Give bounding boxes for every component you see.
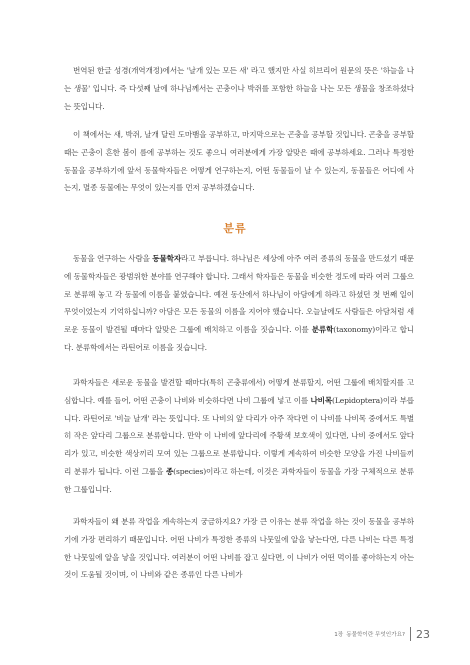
text-run: (taxonomy)이라고 합니다. 분류학에서는 라틴어로 이름을 짓습니다.: [64, 325, 414, 352]
term-zoologist: 동물학자: [152, 254, 182, 263]
section-heading: 분류: [223, 222, 247, 235]
text-run: 라고 부릅니다. 하나님은 세상에 아주 여러 종류의 동물을 만드셨기 때문에 동물학자들은 광범위한 분야를 연구해야 합니다. 그래서 학자들은 동물을 비슷한 정도에 따라 여러 그룹으로 분류해 놓고 각 동물에 이름을 붙였습니다. 예전 동산에서 하나님이 아담에게 하라고 하셨던 첫 번째 일이 무엇이었는지 기억하십니까? 아담은 모든 동물의 이름을 지어야 했습니다. 오늘날에도 사람들은 아담처럼 새로운 동물이 발견될 때마다 알맞은 그룹에 배치하고 이름을 짓습니다. 이를: [64, 254, 414, 335]
footer-divider: [410, 627, 411, 641]
text-run: (species)이라고 하는데, 이것은 과학자들이 동물을 가장 구체적으로 분류한 그룹입니다.: [64, 466, 414, 494]
text-run: (Lepidoptera)이라 부릅니다. 라틴어로 '비늘 날개' 라는 뜻입니다. 또 나비의 앞 다리가 아주 작다면 이 나비를 나비목 중에서도 특별히 작은 앞다리 그룹으로 분류합니다. 만약 이 나비에 앞다리에 주황색 보호색이 있다면, 나비 중에서도 앞다리가 있고, 비슷한 색상끼리 모여 있는 그룹으로 분류합니다. 이렇게 계속하여 비슷한 모양을 가진 나비들끼리 분류가 됩니다. 이런 그룹을: [64, 395, 414, 476]
chapter-title: 동물학이란 무엇인가요?: [346, 632, 405, 638]
term-species: 종: [165, 466, 174, 476]
term-taxonomy: 분류학: [311, 325, 334, 335]
term-lepidoptera: 나비목: [310, 395, 333, 405]
chapter-number: 1장: [334, 632, 344, 638]
page-footer: [280, 626, 430, 642]
page-number: 23: [416, 627, 430, 641]
text-run: 과학자들은 새로운 동물을 발견할 때마다(특히 곤충류에서) 어떻게 분류할지, 어떤 그룹에 배치할지를 고심합니다. 예를 들어, 어떤 곤충이 나비와 비슷하다면 나비 그룹에 넣고 이를: [64, 378, 414, 405]
running-footer: [334, 630, 405, 638]
paragraph-why-classify: 과학자들이 왜 분류 작업을 계속하는지 궁금하지요? 가장 큰 이유는 분류 작업을 하는 것이 동물을 공부하기에 가장 편리하기 때문입니다. 어떤 나비가 특정한 종류의 나뭇잎에 알을 낳는다면, 다른 나비는 다른 특정한 나뭇잎에 알을 낳을 것입니다. 여러분이 어떤 나비를 잡고 싶다면, 이 나비가 어떤 먹이를 좋아하는지 아는 것이 도움될 것이며, 이 나비와 같은 종류인 다른 나비가: [64, 517, 414, 580]
paragraph-translation-note: 번역된 한글 성경(개역개정)에서는 '날개 있는 모든 새' 라고 했지만 사실 히브리어 원문의 뜻은 '하늘을 나는 생물' 입니다. 즉 다섯째 날에 하나님께서는 곤충이나 박쥐를 포함한 하늘을 나는 모든 생물을 창조하셨다는 뜻입니다.: [64, 66, 414, 111]
paragraph-book-overview: 이 책에서는 새, 박쥐, 날개 달린 도마뱀을 공부하고, 마지막으로는 곤충을 공부할 것입니다. 곤충을 공부할 때는 곤충이 흔한 봄이 름에 공부하는 것도 좋으니 여러분에게 가장 알맞은 때에 공부하세요. 그러나 특정한 동물을 공부하기에 앞서 동물학자들은 어떻게 연구하는지, 어떤 동물들이 날 수 있는지, 동물들은 어디에 사는지, 멸종 동물에는 무엇이 있는지를 먼저 공부하겠습니다.: [64, 130, 414, 193]
paragraph-classification-example: [64, 374, 414, 499]
paragraph-zoologist: [64, 250, 414, 357]
text-run: 동물을 연구하는 사람을: [73, 254, 153, 263]
